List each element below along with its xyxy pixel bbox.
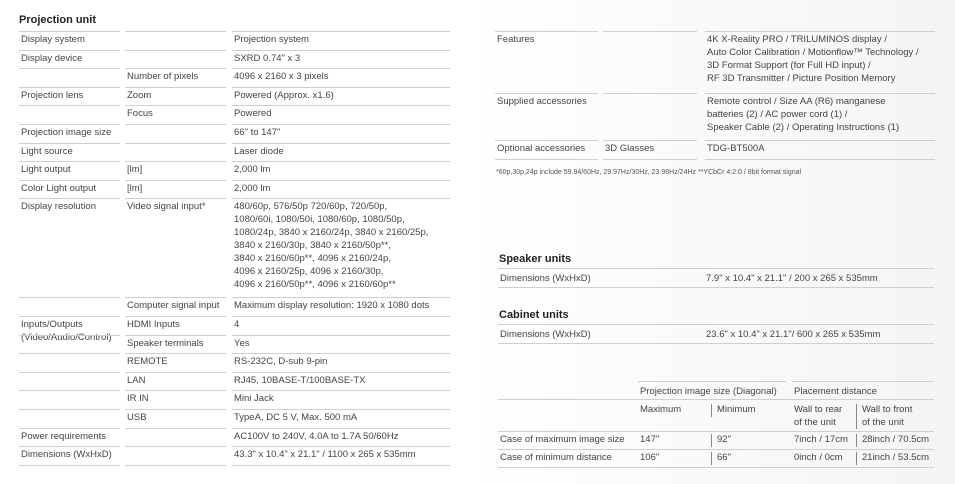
- divider: [19, 50, 120, 51]
- spec-value-cell: 66" to 147": [234, 127, 281, 138]
- wall-front-header: Wall to front of the unit: [856, 404, 912, 429]
- case-max-rear: 7inch / 17cm: [794, 434, 848, 445]
- divider: [232, 446, 450, 447]
- placement-distance-header: Placement distance: [794, 386, 877, 397]
- divider: [19, 180, 120, 181]
- divider: [19, 372, 120, 373]
- divider: [232, 87, 450, 88]
- divider: [125, 316, 226, 317]
- case-max-maximum: 147": [640, 434, 660, 445]
- footnote: *60p,30p,24p include 59.94/60Hz, 29.97Hz/30Hz, 23.98Hz/24Hz **YCbCr 4:2:0 / 8bit format signal: [496, 169, 802, 176]
- divider: [705, 93, 935, 94]
- feature-label-cell: Features: [497, 34, 535, 45]
- divider: [19, 446, 120, 447]
- spec-label-cell: Dimensions (WxHxD): [21, 449, 112, 461]
- divider: [232, 105, 450, 106]
- spec-value-cell: Projection system: [234, 34, 309, 45]
- spec-label-cell: Power requirements: [21, 430, 107, 442]
- divider: [603, 159, 697, 160]
- spec-value-cell: RJ45, 10BASE-T/100BASE-TX: [234, 374, 366, 386]
- spec-sub-cell: HDMI Inputs: [127, 319, 180, 330]
- divider: [232, 390, 450, 391]
- divider: [498, 399, 934, 400]
- spec-label-cell: Light source: [21, 145, 73, 157]
- divider: [232, 465, 450, 466]
- divider: [232, 297, 450, 298]
- divider: [125, 297, 226, 298]
- divider: [125, 409, 226, 410]
- divider: [125, 105, 226, 106]
- spec-label-cell: Inputs/Outputs (Video/Audio/Control): [21, 319, 112, 343]
- divider: [19, 124, 120, 125]
- spec-sub-cell: Number of pixels: [127, 71, 199, 83]
- spec-value-cell: TypeA, DC 5 V, Max. 500 mA: [234, 412, 358, 423]
- divider: [495, 159, 598, 160]
- divider: [125, 390, 226, 391]
- divider: [232, 335, 450, 336]
- spec-value-cell: Powered: [234, 108, 272, 120]
- divider: [232, 124, 450, 125]
- divider: [498, 324, 934, 325]
- divider: [603, 140, 697, 141]
- spec-value-cell: Laser diode: [234, 145, 284, 157]
- divider: [19, 161, 120, 162]
- divider: [125, 50, 226, 51]
- divider: [125, 87, 226, 88]
- divider: [232, 31, 450, 32]
- divider: [498, 431, 934, 432]
- divider: [125, 68, 226, 69]
- spec-value-cell: SXRD 0.74" x 3: [234, 52, 301, 64]
- divider: [125, 198, 226, 199]
- divider: [498, 343, 934, 344]
- divider: [232, 428, 450, 429]
- feature-sub-cell: 3D Glasses: [605, 143, 655, 154]
- spec-value-cell: RS-232C, D-sub 9-pin: [234, 356, 328, 368]
- divider: [638, 381, 786, 382]
- spec-sub-cell: Zoom: [127, 89, 152, 101]
- case-max-minimum: 92": [711, 434, 731, 447]
- divider: [125, 353, 226, 354]
- spec-value-cell: 2,000 lm: [234, 182, 271, 194]
- divider: [19, 68, 120, 69]
- case-min-maximum: 106": [640, 452, 660, 463]
- maximum-header: Maximum: [640, 404, 682, 415]
- divider: [603, 31, 697, 32]
- divider: [125, 180, 226, 181]
- divider: [19, 316, 120, 317]
- divider: [232, 372, 450, 373]
- spec-sub-cell: [lm]: [127, 182, 143, 194]
- divider: [603, 93, 697, 94]
- spec-label-cell: Display resolution: [21, 201, 96, 213]
- divider: [232, 198, 450, 199]
- divider: [19, 428, 120, 429]
- divider: [19, 105, 120, 106]
- feature-label-cell: Supplied accessories: [497, 96, 587, 107]
- spec-value-cell: 43.3" x 10.4" x 21.1" / 1100 x 265 x 535mm: [234, 449, 416, 461]
- divider: [19, 198, 120, 199]
- divider: [19, 353, 120, 354]
- divider: [498, 467, 934, 468]
- projection-unit-title: Projection unit: [19, 14, 96, 26]
- spec-sub-cell: Computer signal input: [127, 300, 220, 312]
- case-min-minimum: 66": [711, 452, 731, 465]
- feature-value-cell: TDG-BT500A: [707, 143, 765, 154]
- divider: [125, 143, 226, 144]
- divider: [125, 428, 226, 429]
- divider: [19, 335, 120, 336]
- divider: [125, 161, 226, 162]
- spec-label-cell: Projection lens: [21, 89, 84, 101]
- divider: [125, 465, 226, 466]
- speaker-units-title: Speaker units: [499, 253, 572, 265]
- case-max-label: Case of maximum image size: [500, 434, 625, 445]
- case-max-front: 28inch / 70.5cm: [856, 434, 929, 447]
- spec-value-cell: Powered (Approx. x1.6): [234, 89, 334, 101]
- minimum-header: Minimum: [711, 404, 756, 417]
- cabinet-dimensions-value: 23.6" x 10.4" x 21.1"/ 600 x 265 x 535mm: [706, 329, 881, 340]
- speaker-dimensions-value: 7.9" x 10.4" x 21.1" / 200 x 265 x 535mm: [706, 273, 878, 284]
- divider: [19, 390, 120, 391]
- speaker-dimensions-label: Dimensions (WxHxD): [500, 273, 591, 284]
- spec-label-cell: Projection image size: [21, 127, 112, 138]
- divider: [19, 409, 120, 410]
- divider: [232, 68, 450, 69]
- projection-image-size-header: Projection image size (Diagonal): [640, 386, 777, 397]
- divider: [232, 409, 450, 410]
- cabinet-dimensions-label: Dimensions (WxHxD): [500, 329, 591, 340]
- divider: [232, 316, 450, 317]
- divider: [19, 465, 120, 466]
- spec-value-cell: Mini Jack: [234, 393, 274, 405]
- divider: [705, 31, 935, 32]
- spec-sub-cell: Video signal input*: [127, 201, 206, 213]
- divider: [125, 31, 226, 32]
- spec-sub-cell: IR IN: [127, 393, 149, 405]
- spec-value-cell: 480/60p, 576/50p 720/60p, 720/50p, 1080/60i, 1080/50i, 1080/60p, 1080/50p, 1080/24p, 3840 x 2160/24p, 3840 x 2160/25p, 3840 x 2160/30p, 3840 x 2160/50p**, 3840 x 2160/60p**, 4096 x 2160/24p, 4096 x 2160/25p, 4096 x 2160/30p, 4096 x 2160/50p**, 4096 x 2160/60p**: [234, 201, 429, 291]
- feature-value-cell: Remote control / Size AA (R6) manganese batteries (2) / AC power cord (1) / Speaker Cable (2) / Operating Instructions (1): [707, 96, 900, 133]
- divider: [792, 381, 934, 382]
- feature-value-cell: 4K X-Reality PRO / TRILUMINOS display / Auto Color Calibration / Motionflow™ Technology / 3D Format Support (for Full HD input) / RF 3D Transmitter / Picture Position Memory: [707, 34, 919, 84]
- spec-value-cell: Yes: [234, 337, 250, 349]
- spec-sub-cell: Speaker terminals: [127, 337, 204, 349]
- divider: [19, 297, 120, 298]
- divider: [125, 124, 226, 125]
- divider: [498, 287, 934, 288]
- divider: [232, 50, 450, 51]
- divider: [19, 143, 120, 144]
- divider: [232, 180, 450, 181]
- spec-sub-cell: LAN: [127, 374, 146, 386]
- case-min-label: Case of minimum distance: [500, 452, 612, 463]
- wall-rear-header: Wall to rear of the unit: [794, 404, 843, 428]
- divider: [125, 372, 226, 373]
- divider: [125, 335, 226, 336]
- spec-value-cell: 4096 x 2160 x 3 pixels: [234, 71, 329, 83]
- speaker-dimensions-row: [498, 272, 926, 285]
- divider: [19, 31, 120, 32]
- divider: [232, 143, 450, 144]
- case-min-front: 21inch / 53.5cm: [856, 452, 929, 465]
- divider: [495, 93, 598, 94]
- spec-sub-cell: Focus: [127, 108, 153, 120]
- cabinet-units-title: Cabinet units: [499, 309, 569, 321]
- case-min-rear: 0inch / 0cm: [794, 452, 843, 463]
- spec-label-cell: Color Light output: [21, 182, 96, 194]
- spec-value-cell: Maximum display resolution: 1920 x 1080 dots: [234, 300, 430, 312]
- divider: [705, 159, 935, 160]
- divider: [495, 31, 598, 32]
- divider: [705, 140, 935, 141]
- divider: [232, 161, 450, 162]
- divider: [498, 449, 934, 450]
- divider: [125, 446, 226, 447]
- spec-sub-cell: REMOTE: [127, 356, 168, 368]
- feature-label-cell: Optional accessories: [497, 143, 586, 154]
- spec-value-cell: AC100V to 240V, 4.0A to 1.7A 50/60Hz: [234, 430, 399, 442]
- spec-label-cell: Display system: [21, 34, 85, 45]
- spec-label-cell: Display device: [21, 52, 83, 64]
- divider: [19, 87, 120, 88]
- cabinet-dimensions-row: [498, 328, 926, 341]
- divider: [498, 268, 934, 269]
- divider: [495, 140, 598, 141]
- divider: [232, 353, 450, 354]
- spec-value-cell: 2,000 lm: [234, 164, 271, 176]
- spec-label-cell: Light output: [21, 164, 71, 176]
- spec-value-cell: 4: [234, 319, 240, 330]
- spec-sub-cell: [lm]: [127, 164, 143, 176]
- spec-sub-cell: USB: [127, 412, 147, 423]
